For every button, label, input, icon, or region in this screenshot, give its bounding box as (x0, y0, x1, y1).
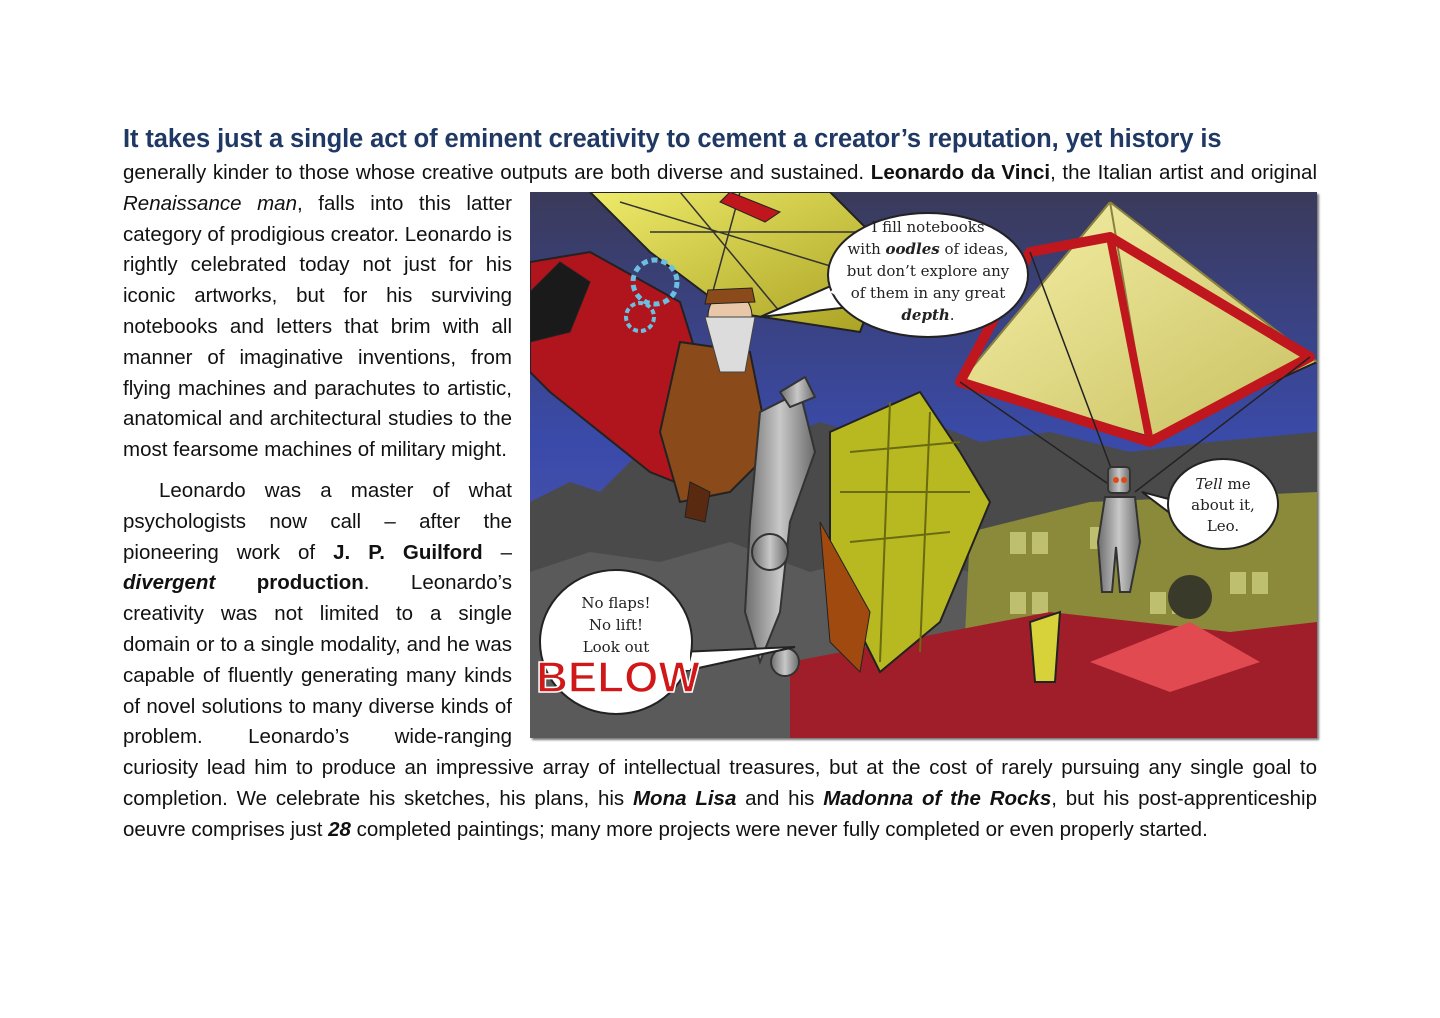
bubble-fall-line-3: Look out (582, 637, 650, 656)
p2-middle: . Leonardo’s creativity was not limited to a single domain or to a single modality, and he was capable of fluently generating many kinds of novel solutions to many diverse kinds of problem. Leonardo’s wide-ranging curiosity lead him to produce an impressive array of intellectual treasures, but at the cost of rarely pursuing any single goal to completion. We celebrate his sketches, his plans, his (123, 571, 1317, 810)
bubble-robot-line-2: about it, (1191, 495, 1255, 514)
lead-heading: It takes just a single act of eminent creativity to cement a creator’s reputation, yet history is (123, 125, 1222, 153)
p1-start: generally kinder to those whose creative outputs are both diverse and sustained. (123, 161, 865, 184)
p2-dash: – (482, 540, 513, 564)
p1-after-name: , the Italian artist and original (1050, 161, 1317, 184)
p2-end: completed paintings; many more projects were never fully completed or even properly started. (350, 817, 1208, 841)
guilford-name: J. P. Guilford (333, 540, 483, 564)
bubble-fall-line-2: No lift! (588, 615, 644, 634)
bubble-leo-line-1: I fill notebooks (871, 217, 985, 236)
svg-text:Tell me: Tell me (1195, 474, 1251, 493)
p1-rest: , falls into this latter category of prodigious creator. Leonardo is rightly celebrated today not just for his iconic artworks, but for his surviving notebooks and letters that brim with all manner of imaginative inventions, from flying machines and parachutes to artistic, anatomical and architectural studies to the most fearsome machines of military might. (123, 191, 512, 462)
p2-and-his: and his (736, 786, 824, 810)
mona-lisa-title: Mona Lisa (632, 786, 737, 810)
bubble-fall-below: BELOW (536, 652, 700, 702)
bubble-leo-line-3: but don’t explore any (846, 261, 1010, 280)
page (123, 120, 1317, 846)
p2-after-madonna: , but his post-apprenticeship oeuvre comprises just (123, 786, 1318, 841)
production-term: production (256, 571, 364, 595)
madonna-title: Madonna of the Rocks (823, 786, 1052, 810)
divergent-term: divergent (123, 571, 216, 595)
bubble-fall-line-1: No flaps! (581, 593, 651, 612)
leonardo-name: Leonardo da Vinci (870, 161, 1051, 184)
renaissance-man: Renaissance man (123, 191, 297, 215)
svg-text:depth.: depth. (901, 305, 955, 324)
bubble-robot-line-3: Leo. (1206, 516, 1240, 535)
bubble-leo-line-4: of them in any great (850, 283, 1006, 302)
svg-text:with oodles of ideas,: with oodles of ideas, (847, 239, 1009, 258)
comic-illustration (530, 192, 1317, 738)
paintings-count: 28 (328, 817, 351, 841)
p2-start: Leonardo was a master of what psychologists now call – after the pioneering work of (123, 478, 512, 564)
